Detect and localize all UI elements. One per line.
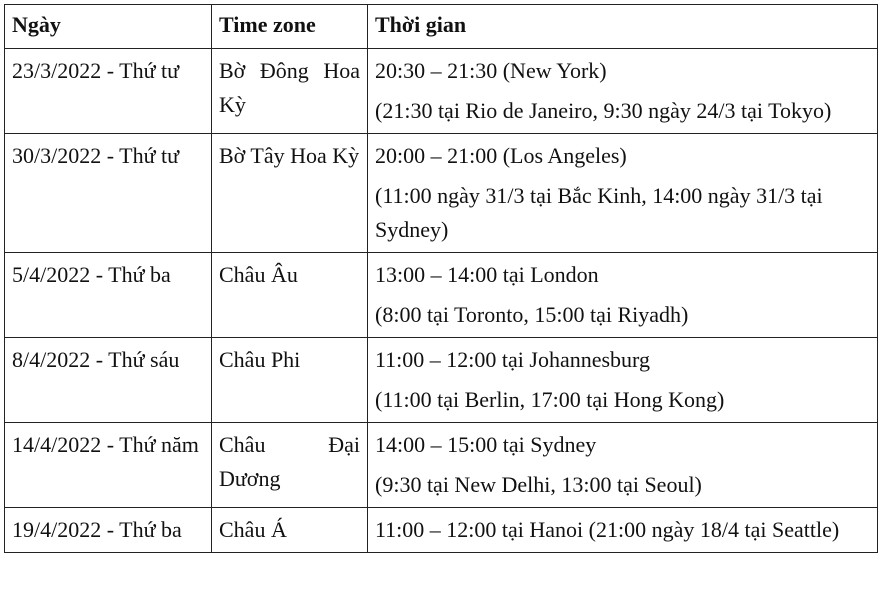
cell-date: 23/3/2022 - Thứ tư [5,49,212,134]
time-main: 11:00 – 12:00 tại Hanoi (21:00 ngày 18/4 tại Seattle) [375,517,840,542]
cell-date: 14/4/2022 - Thứ năm [5,423,212,508]
time-note: (21:30 tại Rio de Janeiro, 9:30 ngày 24/3 tại Tokyo) [375,98,832,123]
header-date: Ngày [5,5,212,49]
cell-date: 19/4/2022 - Thứ ba [5,508,212,553]
header-row [5,5,878,49]
cell-date: 8/4/2022 - Thứ sáu [5,338,212,423]
time-note: (11:00 tại Berlin, 17:00 tại Hong Kong) [375,387,725,412]
header-timezone: Time zone [212,5,368,49]
time-main: 20:30 – 21:30 (New York) [375,58,607,83]
cell-timezone: Châu Phi [212,338,368,423]
table-row [5,423,878,508]
cell-time [368,338,878,423]
cell-timezone: Bờ Đông Hoa Kỳ [212,49,368,134]
cell-time [368,508,878,553]
cell-time [368,134,878,253]
time-main: 14:00 – 15:00 tại Sydney [375,432,597,457]
schedule-table [4,4,878,553]
cell-date: 30/3/2022 - Thứ tư [5,134,212,253]
time-main: 11:00 – 12:00 tại Johannesburg [375,347,650,372]
cell-timezone: Châu Á [212,508,368,553]
cell-time [368,253,878,338]
cell-timezone: Châu Đại Dương [212,423,368,508]
time-note: (8:00 tại Toronto, 15:00 tại Riyadh) [375,302,689,327]
cell-time [368,423,878,508]
cell-time [368,49,878,134]
table-row [5,49,878,134]
table-row [5,508,878,553]
time-main: 20:00 – 21:00 (Los Angeles) [375,143,627,168]
cell-timezone: Bờ Tây Hoa Kỳ [212,134,368,253]
time-note: (11:00 ngày 31/3 tại Bắc Kinh, 14:00 ngày 31/3 tại Sydney) [375,183,823,242]
table-row [5,253,878,338]
table-row [5,338,878,423]
cell-date: 5/4/2022 - Thứ ba [5,253,212,338]
cell-timezone: Châu Âu [212,253,368,338]
time-main: 13:00 – 14:00 tại London [375,262,599,287]
header-time: Thời gian [368,5,878,49]
table-row [5,134,878,253]
time-note: (9:30 tại New Delhi, 13:00 tại Seoul) [375,472,702,497]
